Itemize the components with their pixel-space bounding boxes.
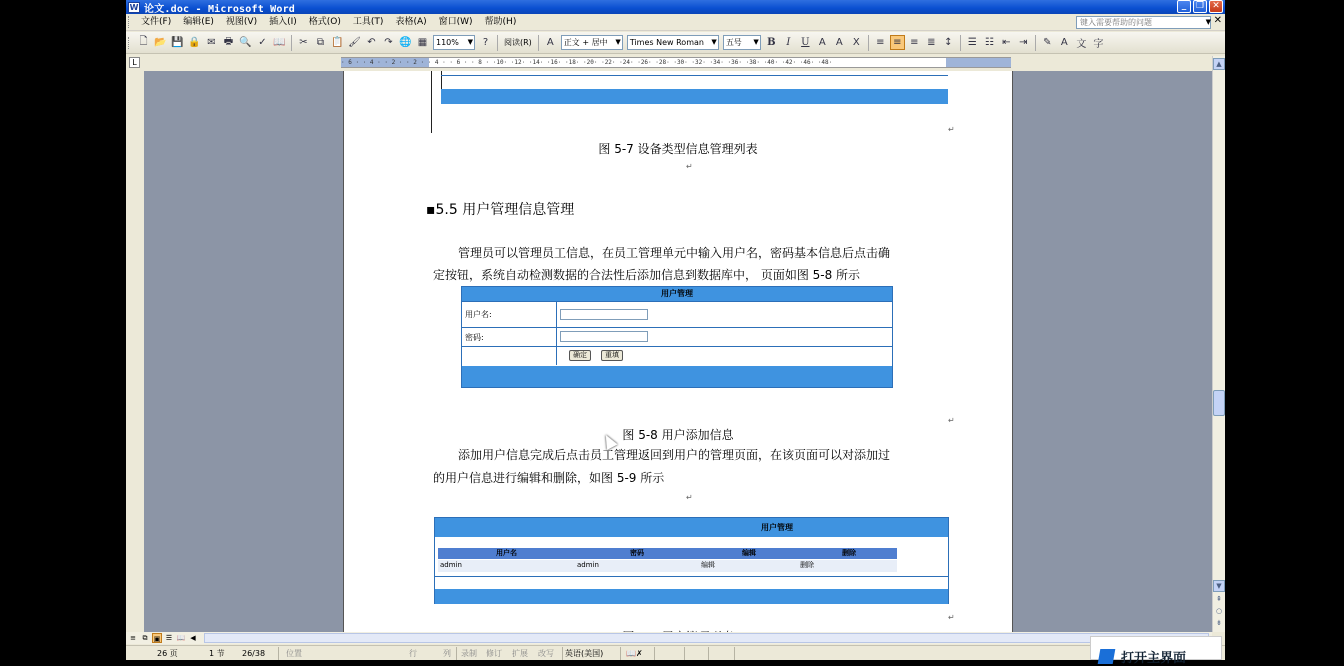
list-header-row [438, 548, 897, 559]
col-password: 密码 [630, 549, 644, 557]
font-size-value: 五号 [725, 38, 742, 47]
ok-button[interactable]: 确定 [569, 350, 591, 361]
char-scale-icon[interactable]: X [852, 37, 860, 48]
user-add-form-figure [461, 286, 893, 388]
read-mode-button[interactable]: 阅读(R) [504, 38, 532, 47]
ruler-row [126, 55, 1225, 70]
align-left-icon[interactable]: ≡ [876, 37, 885, 48]
align-center-icon[interactable]: ≡ [890, 35, 905, 50]
underline-button[interactable]: U [801, 37, 810, 48]
toolbar [126, 32, 1225, 54]
numbering-icon[interactable]: ☰ [967, 37, 977, 48]
figure-caption-5-7: 图 5-7 设备类型信息管理列表 [598, 142, 758, 156]
scroll-down-icon[interactable]: ▼ [1213, 580, 1225, 592]
minimize-button[interactable]: _ [1177, 0, 1191, 13]
view-bar [126, 632, 1212, 644]
menu-bar [126, 14, 1225, 31]
style-value: 正文 + 居中 [563, 38, 608, 47]
form-title: 用户管理 [462, 287, 892, 301]
menu-grip[interactable] [128, 16, 131, 28]
horizontal-ruler[interactable] [341, 57, 1011, 68]
bullets-icon[interactable]: ☷ [984, 37, 994, 48]
italic-button[interactable]: I [786, 37, 791, 48]
status-track-changes[interactable]: 修订 [486, 649, 502, 658]
status-position: 位置 [286, 649, 302, 658]
highlight-icon[interactable]: ✎ [1043, 37, 1052, 48]
save-icon[interactable]: 💾 [171, 37, 184, 48]
menu-window[interactable]: 窗口(W) [438, 16, 473, 27]
menu-table[interactable]: 表格(A) [395, 16, 427, 27]
chevron-down-icon: ▼ [467, 38, 473, 46]
help-dropdown-icon[interactable]: ▼ [1205, 18, 1211, 26]
line-spacing-icon[interactable]: ↕ [944, 37, 953, 48]
paragraph-1-line-2: 定按钮，系统自动检测数据的合法性后添加信息到数据库中， 页面如图 5-8 所示 [433, 268, 861, 282]
username-input[interactable] [560, 309, 648, 320]
chevron-down-icon: ▼ [753, 38, 759, 46]
table-row [438, 560, 897, 572]
char-shading-icon[interactable]: A [835, 37, 843, 48]
permission-icon[interactable]: 🔒 [188, 37, 201, 48]
window-title: 论文.doc - Microsoft Word [144, 3, 296, 15]
list-title: 用户管理 [435, 518, 948, 537]
word-window [126, 0, 1225, 660]
web-view-icon[interactable]: ⧉ [142, 634, 148, 642]
toolbar-grip[interactable] [128, 37, 131, 49]
browse-object-icon[interactable]: ○ [1215, 607, 1223, 615]
chevron-down-icon: ▼ [711, 38, 717, 46]
spelling-status-icon[interactable]: 📖✗ [626, 649, 643, 658]
zoom-value: 110% [436, 38, 459, 47]
figure-5-7-footer-bar [441, 89, 948, 104]
restore-button[interactable]: ❐ [1193, 0, 1207, 13]
research-icon[interactable]: 📖 [273, 37, 286, 48]
title-bar [126, 0, 1225, 14]
password-label: 密码: [462, 328, 557, 346]
cell-edit-link[interactable]: 编辑 [701, 561, 715, 569]
increase-indent-icon[interactable]: ⇥ [1019, 37, 1028, 48]
reset-button[interactable]: 重填 [601, 350, 623, 361]
document-area[interactable] [144, 71, 1212, 632]
figure-caption-5-8: 图 5-8 用户添加信息 [622, 428, 734, 442]
scroll-left-icon[interactable]: ◀ [190, 634, 196, 642]
status-overtype[interactable]: 改写 [538, 649, 554, 658]
open-main-window-popup[interactable] [1090, 636, 1222, 666]
cell-password: admin [577, 561, 599, 569]
status-section: 1 节 [209, 649, 225, 658]
tables-icon[interactable]: ▦ [417, 37, 428, 48]
scroll-up-icon[interactable]: ▲ [1213, 58, 1225, 70]
print-view-icon[interactable]: ▣ [153, 635, 161, 643]
font-color-icon[interactable]: A [1060, 37, 1068, 48]
ruler-labels: · 6 · · 4 · · 2 · · 2 · · 4 · · 6 · · 8 · ·10· ·12· ·14· ·16· ·18· ·20· ·22· ·24· ·26· ·28· ·30· ·32· ·34· ·36· ·38· ·40· ·42· ·46· ·48· [341, 59, 833, 66]
form-row-buttons [462, 346, 892, 365]
tab-selector-icon[interactable]: L [129, 57, 140, 68]
section-heading-text: 5.5 用户管理信息管理 [435, 202, 575, 218]
redo-icon[interactable]: ↷ [384, 37, 393, 48]
char-border-icon[interactable]: A [818, 37, 826, 48]
menu-help[interactable]: 帮助(H) [484, 16, 517, 27]
document-close-icon[interactable]: ✕ [1213, 15, 1222, 26]
window-controls [1177, 0, 1223, 13]
email-icon[interactable]: ✉ [207, 37, 216, 48]
status-language[interactable]: 英语(美国) [565, 649, 604, 658]
help-icon[interactable]: ? [482, 37, 489, 48]
enclose-char-icon[interactable]: 字 [1093, 39, 1104, 50]
chevron-down-icon: ▼ [615, 38, 621, 46]
bold-button[interactable]: B [767, 37, 776, 48]
status-extend[interactable]: 扩展 [512, 649, 528, 658]
status-page-count: 26/38 [242, 649, 266, 658]
justify-icon[interactable]: ≣ [927, 37, 936, 48]
paste-icon[interactable]: 📋 [331, 37, 344, 48]
print-preview-icon[interactable]: 🔍 [239, 37, 252, 48]
menu-view[interactable]: 视图(V) [225, 16, 258, 27]
section-heading-5-5: ▪5.5 用户管理信息管理 [426, 202, 575, 218]
align-right-icon[interactable]: ≡ [910, 37, 919, 48]
form-row-username [462, 301, 892, 327]
status-column: 列 [443, 649, 451, 658]
zoom-combo[interactable] [433, 35, 475, 50]
col-username: 用户名 [496, 549, 517, 557]
form-footer-bar [462, 366, 892, 387]
font-size-combo[interactable] [723, 35, 761, 50]
font-combo[interactable] [627, 35, 719, 50]
status-bar [126, 645, 1225, 660]
menu-tools[interactable]: 工具(T) [352, 16, 384, 27]
undo-icon[interactable]: ↶ [367, 37, 376, 48]
horizontal-scrollbar[interactable] [204, 633, 1209, 643]
list-footer-bar [435, 589, 948, 604]
col-edit: 编辑 [742, 549, 756, 557]
menu-edit[interactable]: 编辑(E) [183, 16, 214, 27]
document-page[interactable]: ↵ 图 5-7 设备类型信息管理列表 ↵ ▪5.5 用户管理信息管理 管理员可以管理员工信息，在员工管理单元中输入用户名，密码基本信息后点击确 定按钮，系统自动检测数据的合法性后添加信息到数据库中， 页面如图 5-8 所示 用户管理 用户名: 密码: 确定 重填 ↵ 图 5-8 用户添加信息 添加用户信息完成后点击员工管理返回到用户的管理页面，在该页面可以对添加过 的用户信息进行编辑和删除，如图 5-9 所示 ↵ 用户管理 用户名 密码 编辑 删除 admin admin 编辑 删除 ↵ [343, 71, 1013, 632]
font-value: Times New Roman [629, 38, 704, 47]
style-combo[interactable] [561, 35, 623, 50]
word-app-icon[interactable]: W [129, 2, 139, 12]
styles-pane-icon[interactable]: A [546, 37, 554, 48]
app-logo-icon [1098, 649, 1116, 664]
print-icon[interactable]: 🖶 [223, 36, 234, 47]
decrease-indent-icon[interactable]: ⇤ [1002, 37, 1011, 48]
menu-format[interactable]: 格式(O) [308, 16, 341, 27]
form-row-password [462, 327, 892, 346]
open-folder-icon[interactable]: 📂 [154, 37, 167, 48]
status-page: 26 页 [157, 649, 178, 658]
close-button[interactable]: ✕ [1209, 0, 1223, 13]
popup-label: 打开主界面 [1121, 651, 1187, 666]
format-painter-icon[interactable]: 🖌 [348, 37, 361, 48]
help-search-input[interactable]: 键入需要帮助的问题 [1076, 16, 1211, 29]
copy-icon[interactable]: ⧉ [316, 37, 325, 48]
status-record[interactable]: 录制 [461, 649, 477, 658]
spelling-icon[interactable]: ✓ [258, 37, 267, 48]
new-document-icon[interactable]: 🗋 [139, 36, 148, 47]
normal-view-icon[interactable]: ≡ [130, 634, 136, 642]
cut-icon[interactable]: ✂ [299, 37, 308, 48]
vertical-scroll-thumb[interactable] [1213, 390, 1225, 416]
vertical-scrollbar[interactable] [1212, 56, 1225, 632]
menu-file[interactable]: 文件(F) [141, 16, 172, 27]
hyperlink-icon[interactable]: 🌐 [399, 37, 412, 48]
next-page-icon[interactable]: ⇟ [1216, 619, 1222, 627]
phonetic-icon[interactable]: 文 [1076, 39, 1087, 50]
cell-username: admin [440, 561, 462, 569]
reading-view-icon[interactable]: 📖 [176, 634, 186, 642]
paragraph-1-line-1: 管理员可以管理员工信息，在员工管理单元中输入用户名，密码基本信息后点击确 [458, 246, 891, 260]
user-list-figure [434, 517, 949, 604]
outline-view-icon[interactable]: ☰ [165, 634, 173, 642]
col-delete: 删除 [842, 549, 856, 557]
paragraph-2-line-1: 添加用户信息完成后点击员工管理返回到用户的管理页面，在该页面可以对添加过 [458, 448, 891, 462]
menu-insert[interactable]: 插入(I) [269, 16, 297, 27]
username-label: 用户名: [462, 302, 557, 327]
previous-page-icon[interactable]: ⇞ [1216, 595, 1222, 603]
paragraph-2-line-2: 的用户信息进行编辑和删除，如图 5-9 所示 [433, 471, 665, 485]
cell-delete-link[interactable]: 删除 [800, 561, 814, 569]
status-line: 行 [409, 649, 417, 658]
password-input[interactable] [560, 331, 648, 342]
